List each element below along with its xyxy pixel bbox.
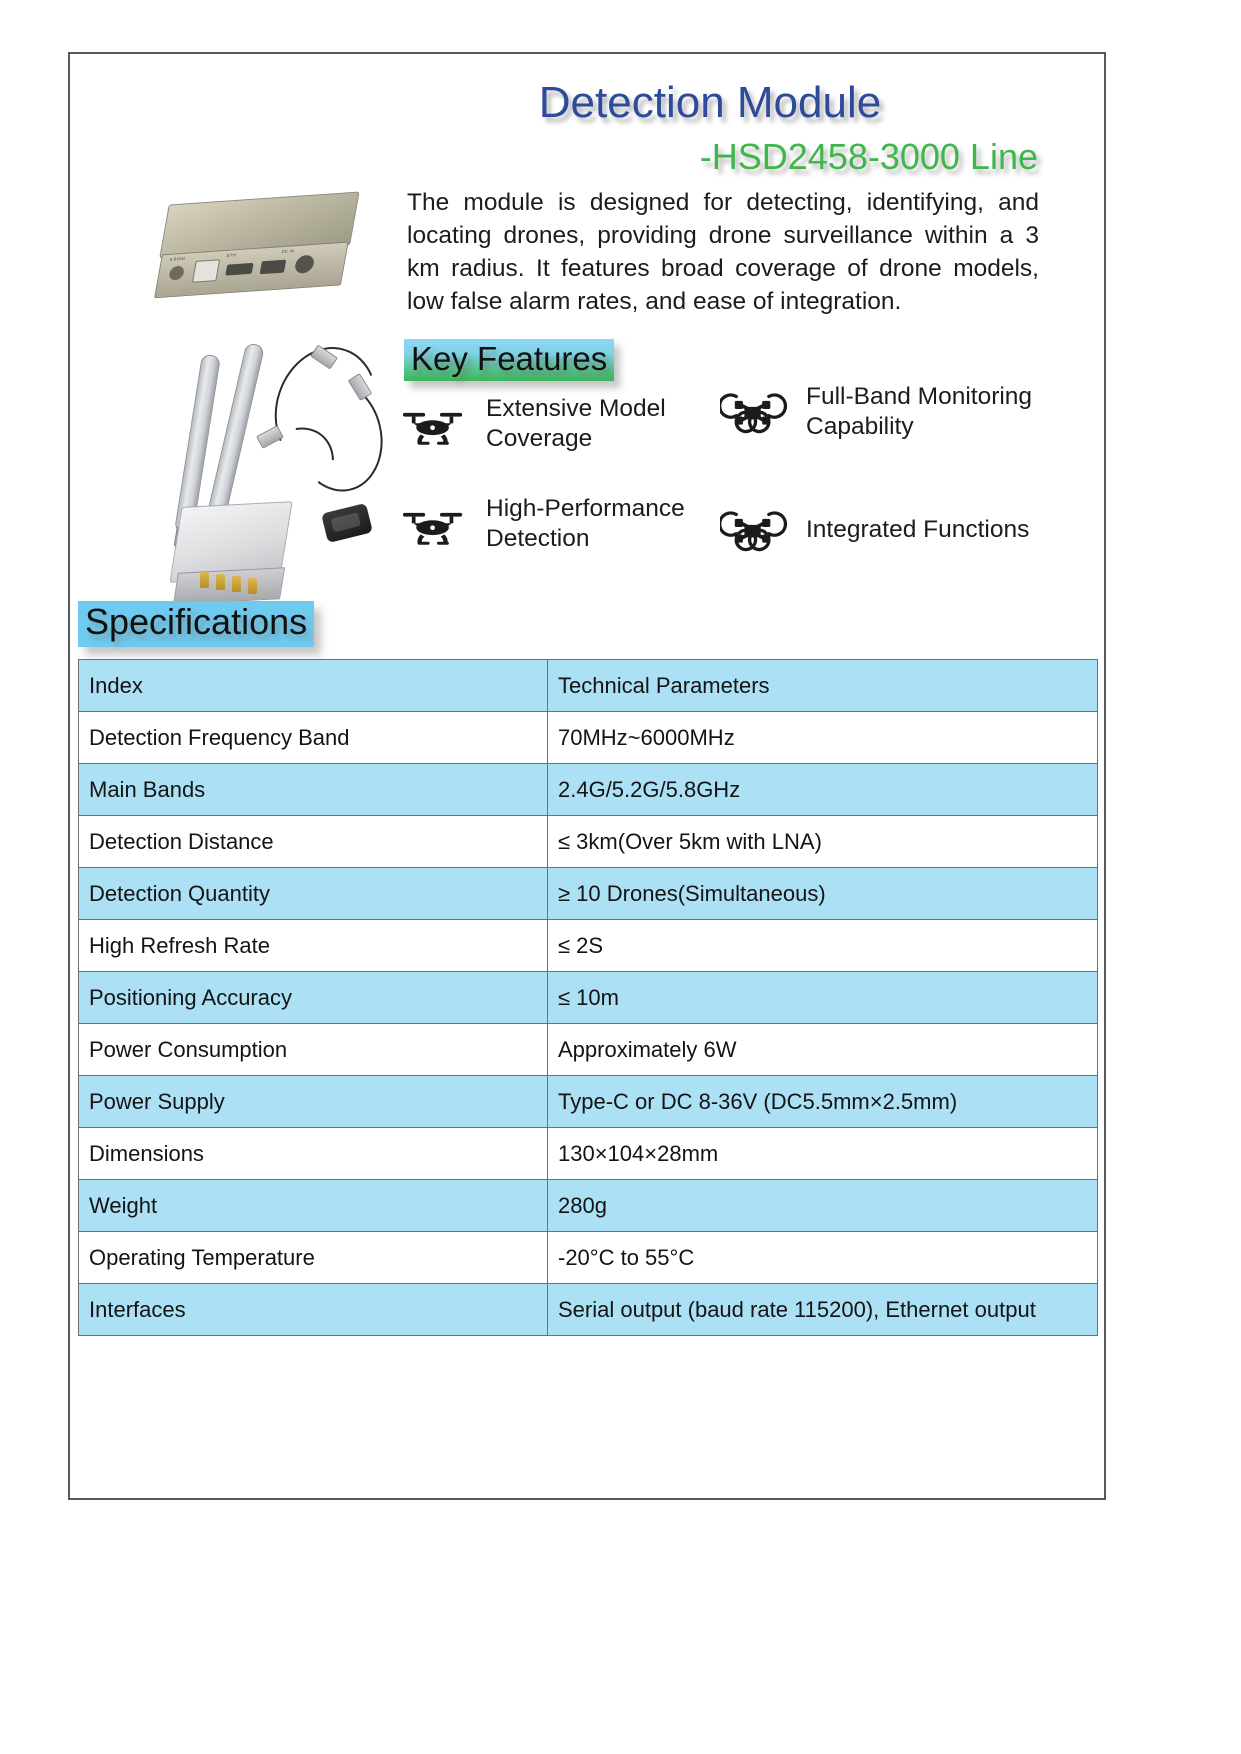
usb-port	[225, 263, 253, 276]
table-row	[79, 1284, 1098, 1336]
column-header-parameters: Technical Parameters	[548, 660, 1098, 712]
table-row	[79, 1232, 1098, 1284]
table-row	[79, 920, 1098, 972]
row-value: ≤ 3km(Over 5km with LNA)	[548, 816, 1098, 868]
row-value: 2.4G/5.2G/5.8GHz	[548, 764, 1098, 816]
table-row	[79, 972, 1098, 1024]
row-value: -20°C to 55°C	[548, 1232, 1098, 1284]
feature-item	[720, 382, 1100, 442]
row-index: Detection Quantity	[79, 868, 548, 920]
product-description: The module is designed for detecting, identifying, and locating drones, providing drone surveillance within a 3 km radius. It features broad coverage of drone models, low false alarm rates, and ease of integration.	[407, 189, 1039, 315]
row-index: Weight	[79, 1180, 548, 1232]
row-value: Serial output (baud rate 115200), Ethernet output	[548, 1284, 1098, 1336]
dc-power-port	[294, 255, 315, 274]
row-index: Dimensions	[79, 1128, 548, 1180]
sma-connector-1	[200, 572, 209, 588]
row-index: Main Bands	[79, 764, 548, 816]
detection-module-device	[152, 192, 357, 297]
ethernet-port	[192, 259, 220, 283]
row-value: ≤ 10m	[548, 972, 1098, 1024]
specifications-table	[78, 659, 1098, 1336]
row-index: Operating Temperature	[79, 1232, 548, 1284]
sma-connector-3	[232, 576, 241, 592]
row-index: Detection Frequency Band	[79, 712, 548, 764]
row-value: Approximately 6W	[548, 1024, 1098, 1076]
row-index: High Refresh Rate	[79, 920, 548, 972]
gps-antenna-puck	[321, 503, 373, 543]
row-index: Positioning Accuracy	[79, 972, 548, 1024]
row-index: Detection Distance	[79, 816, 548, 868]
table-row	[79, 1180, 1098, 1232]
header-section	[70, 54, 1104, 599]
feature-item	[400, 394, 730, 454]
drone-top-icon	[720, 502, 794, 558]
table-header-row	[79, 660, 1098, 712]
device-label-center: ETH	[226, 252, 237, 258]
table-row	[79, 764, 1098, 816]
table-row	[79, 1076, 1098, 1128]
drone-side-icon	[400, 396, 474, 452]
model-subtitle: -HSD2458-3000 Line	[699, 136, 1038, 177]
table-row	[79, 712, 1098, 764]
page-title: Detection Module	[538, 78, 882, 127]
row-value: 130×104×28mm	[548, 1128, 1098, 1180]
datasheet-page	[68, 52, 1106, 1500]
feature-item	[400, 494, 730, 554]
row-value: Type-C or DC 8-36V (DC5.5mm×2.5mm)	[548, 1076, 1098, 1128]
row-index: Interfaces	[79, 1284, 548, 1336]
specifications-heading: Specifications	[78, 601, 314, 647]
feature-label: Full-Band Monitoring Capability	[806, 383, 1033, 440]
feature-item	[720, 502, 1100, 558]
row-value: ≤ 2S	[548, 920, 1098, 972]
key-features-list	[400, 383, 1100, 584]
key-features-heading: Key Features	[404, 339, 614, 381]
table-row	[79, 1128, 1098, 1180]
feature-label: High-Performance Detection	[486, 495, 685, 552]
row-index: Power Supply	[79, 1076, 548, 1128]
antenna-connector-port	[168, 266, 185, 281]
table-row	[79, 868, 1098, 920]
row-index: Power Consumption	[79, 1024, 548, 1076]
row-value: 70MHz~6000MHz	[548, 712, 1098, 764]
drone-side-icon	[400, 496, 474, 552]
drone-top-icon	[720, 384, 794, 440]
column-header-index: Index	[79, 660, 548, 712]
row-value: 280g	[548, 1180, 1098, 1232]
specifications-table-body	[79, 660, 1098, 1336]
serial-port	[260, 260, 287, 275]
table-row	[79, 1024, 1098, 1076]
table-row	[79, 816, 1098, 868]
rf-splitter-box-side	[173, 567, 285, 605]
row-value: ≥ 10 Drones(Simultaneous)	[548, 868, 1098, 920]
device-label-left: 5.8GHz	[169, 255, 187, 262]
sma-connector-2	[216, 574, 225, 590]
sma-connector-4	[248, 578, 257, 594]
device-label-right: DC IN	[281, 248, 295, 255]
product-photo	[80, 174, 400, 594]
feature-label: Extensive Model Coverage	[486, 395, 666, 452]
feature-label: Integrated Functions	[806, 516, 1030, 543]
